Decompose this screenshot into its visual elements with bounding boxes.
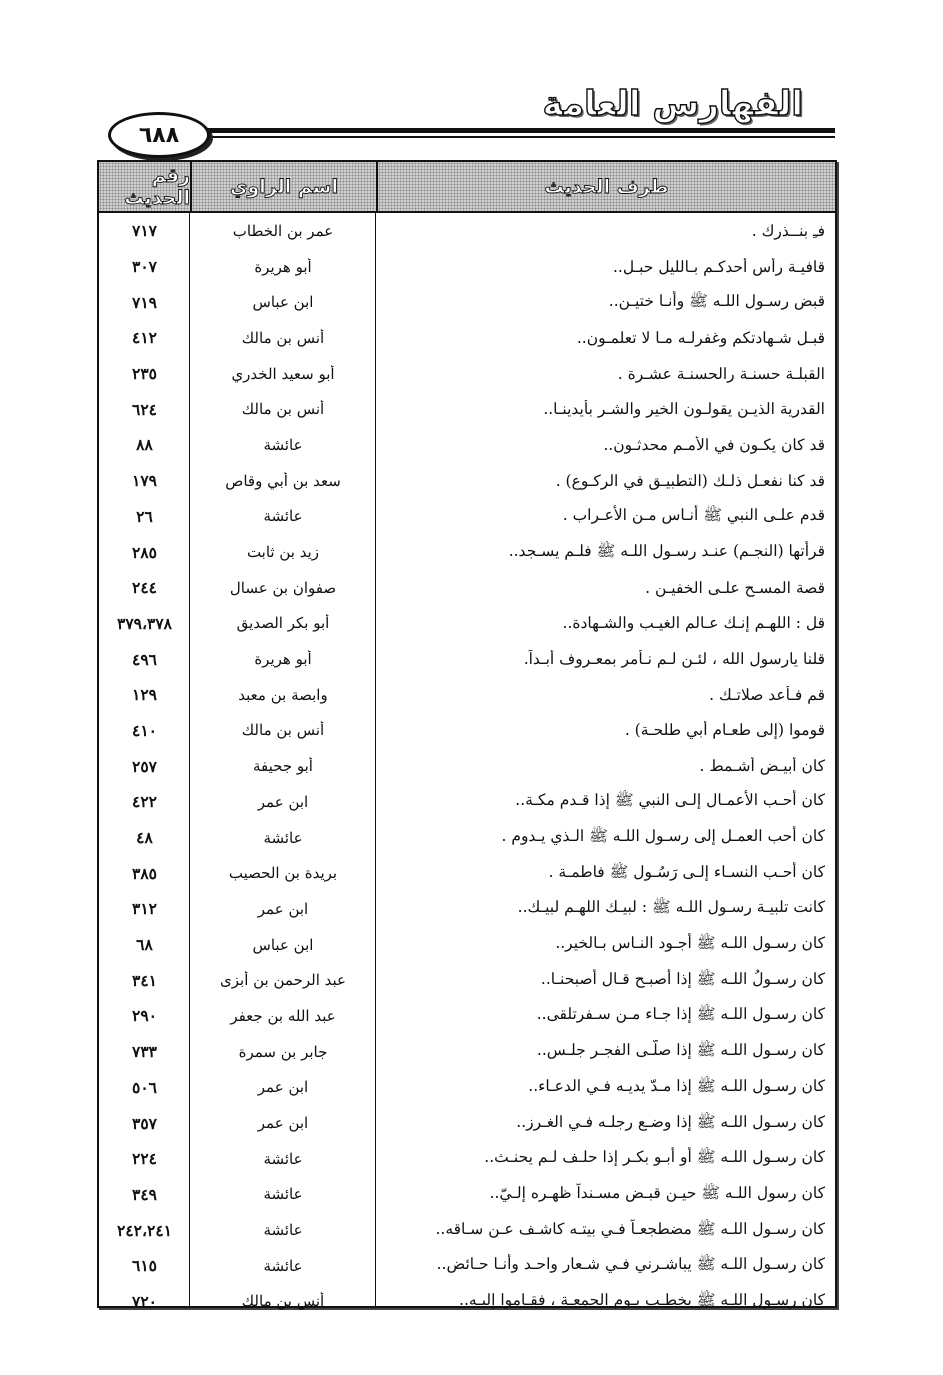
narrator-cell: بريدة بن الحصيب (228, 864, 338, 883)
narrator-cell: عائشة (263, 435, 303, 454)
hadith-number-cell: ٣٧٩،٣٧٨ (117, 613, 172, 633)
table-row (99, 1141, 835, 1177)
hadith-text-cell: كانت تلبيـة رسـول اللـه ﷺ : لبيـك اللهـم لبيـك.. (517, 898, 825, 917)
hadith-text-cell: كان رسـول اللـه ﷺ إذا وضـع رجلـه فـي الغـرز.. (516, 1112, 825, 1131)
table-row (99, 249, 835, 285)
table-row (99, 320, 835, 356)
table-row (99, 1177, 835, 1213)
hadith-text-cell: قرأتها (النجـم) عنـد رسـول اللـه ﷺ فلـم يسـجد.. (508, 541, 825, 560)
hadith-number-cell: ٢٦ (136, 506, 153, 526)
narrator-cell: ابن عمر (257, 1078, 309, 1097)
table-row (99, 1248, 835, 1284)
column-divider (375, 213, 377, 1306)
narrator-cell: أنس بن مالك (241, 721, 325, 740)
hadith-text-cell: كان رسـول اللـه ﷺ يباشـرني فـي شـعار واحـد وأنـا حـائض.. (436, 1255, 825, 1274)
hadith-number-cell: ٤١٠ (132, 720, 157, 740)
hadith-text-cell: كان أحـب الأعمـال إلـى النبي ﷺ إذا قـدم مكـة.. (515, 791, 825, 810)
table-row (99, 570, 835, 606)
table-row (99, 677, 835, 713)
hadith-number-cell: ٦٢٤ (132, 399, 157, 419)
table-row (99, 534, 835, 570)
hadith-text-cell: كان رسـول اللـه ﷺ إذا جـاء مـن سـفرتلقى.. (536, 1005, 825, 1024)
table-row (99, 1070, 835, 1106)
column-divider (189, 213, 191, 1306)
table-row (99, 606, 835, 642)
table-row (99, 784, 835, 820)
narrator-cell: عمر بن الخطاب (232, 221, 334, 240)
narrator-cell: عبد الله بن جعفر (230, 1006, 336, 1025)
hadith-number-cell: ٦٨ (136, 935, 153, 955)
narrator-cell: عائشة (263, 1149, 303, 1168)
table-row (99, 927, 835, 963)
table-body (99, 213, 835, 1311)
column-header-number: رقم الحديث (124, 164, 190, 209)
hadith-index-table (97, 160, 837, 1311)
narrator-cell: أنس بن مالك (241, 328, 325, 347)
hadith-text-cell: فـِ بنــذرك . (751, 221, 825, 240)
hadith-number-cell: ٣١٢ (132, 899, 157, 919)
table-row (99, 998, 835, 1034)
table-row (99, 499, 835, 535)
table-row (99, 284, 835, 320)
table-row (99, 1284, 835, 1320)
hadith-text-cell: كان أحـب النسـاء إلـى رَسُـول ﷺ فاطمـة . (548, 862, 825, 881)
hadith-number-cell: ٧٢٠ (132, 1291, 157, 1311)
page-number: ٦٨٨ (108, 112, 210, 158)
hadith-text-cell: قم فـأعد صلاتـك . (709, 685, 825, 704)
hadith-number-cell: ٤٩٦ (132, 649, 157, 669)
hadith-number-cell: ٢٤٢،٢٤١ (117, 1220, 172, 1240)
hadith-number-cell: ٢٨٥ (132, 542, 157, 562)
narrator-cell: عائشة (263, 507, 303, 526)
narrator-cell: أبو بكر الصديق (236, 614, 330, 633)
table-row (99, 713, 835, 749)
narrator-cell: عائشة (263, 1221, 303, 1240)
hadith-number-cell: ٤٢٢ (132, 792, 157, 812)
hadith-number-cell: ٢٣٥ (132, 364, 157, 384)
narrator-cell: ابن عمر (257, 792, 309, 811)
hadith-number-cell: ٧٣٣ (132, 1042, 157, 1062)
hadith-number-cell: ٣٥٧ (132, 1113, 157, 1133)
hadith-number-cell: ١٧٩ (132, 471, 157, 491)
hadith-number-cell: ٧١٧ (132, 221, 157, 241)
hadith-text-cell: كان رسـول اللـه ﷺ إذا مـدّ يديـه فـي الدعـاء.. (528, 1076, 825, 1095)
table-row (99, 820, 835, 856)
table-header (99, 162, 835, 213)
hadith-number-cell: ٣٨٥ (132, 863, 157, 883)
table-row (99, 891, 835, 927)
hadith-text-cell: قوموا (إلى طعـام أبي طلحـة) . (624, 721, 825, 740)
hadith-number-cell: ٣٤١ (132, 970, 157, 990)
narrator-cell: عائشة (263, 1256, 303, 1275)
header-rule-thin (200, 136, 835, 138)
hadith-text-cell: كان رسـولُ اللـه ﷺ إذا أصبـح قـال أصبحنـا.. (540, 969, 825, 988)
table-row (99, 855, 835, 891)
narrator-cell: صفوان بن عسال (229, 578, 337, 597)
hadith-text-cell: قبـل شـهادتكم وغفرلـه مـا لا تعلمـون.. (576, 328, 825, 347)
narrator-cell: سعد بن أبي وقاص (225, 471, 341, 490)
narrator-cell: أبو هريرة (254, 650, 312, 669)
hadith-number-cell: ٢٢٤ (132, 1149, 157, 1169)
narrator-cell: عائشة (263, 828, 303, 847)
hadith-number-cell: ٢٤٤ (132, 578, 157, 598)
narrator-cell: أنس بن مالك (241, 400, 325, 419)
narrator-cell: عبد الرحمن بن أبزى (220, 971, 346, 990)
table-row (99, 748, 835, 784)
hadith-number-cell: ٣٠٧ (132, 257, 157, 277)
hadith-text-cell: كان رسول اللـه ﷺ حيـن قبـض مسـنداً ظهـره إلـيّ.. (489, 1183, 825, 1202)
narrator-cell: ابن عباس (252, 935, 314, 954)
hadith-number-cell: ١٢٩ (132, 685, 157, 705)
hadith-number-cell: ٣٤٩ (132, 1184, 157, 1204)
hadith-text-cell: كان أحب العمـل إلى رسـول اللـه ﷺ الـذي يـدوم . (501, 827, 825, 846)
hadith-text-cell: كان رسـول اللـه ﷺ يخطـب يـوم الجمعـة ، فقـاموا إليـه.. (459, 1290, 825, 1309)
narrator-cell: أبو جحيفة (253, 757, 313, 776)
narrator-cell: ابن عمر (257, 899, 309, 918)
column-header-hadith: طرف الحديث (376, 162, 835, 211)
hadith-text-cell: كان رسـول اللـه ﷺ إذا صلّـى الفجـر جلـس.. (536, 1041, 825, 1060)
hadith-text-cell: قصة المسـح علـى الخفيـن . (645, 578, 825, 597)
hadith-text-cell: قل : اللهـم إنـك عـالم الغيـب والشـهادة.. (562, 614, 825, 633)
table-row (99, 391, 835, 427)
page-header (0, 70, 943, 150)
table-row (99, 1034, 835, 1070)
narrator-cell: زيد بن ثابت (246, 543, 320, 562)
hadith-text-cell: كان أبيـض أشـمط . (699, 757, 825, 776)
hadith-text-cell: قبض رسـول اللـه ﷺ وأنـا ختيـن.. (608, 291, 825, 310)
hadith-number-cell: ٤١٢ (132, 328, 157, 348)
table-row (99, 427, 835, 463)
hadith-number-cell: ٢٩٠ (132, 1006, 157, 1026)
hadith-text-cell: قدم علـى النبي ﷺ أنـاس مـن الأعـراب . (562, 505, 825, 524)
hadith-number-cell: ٢٥٧ (132, 756, 157, 776)
hadith-text-cell: كان رسـول اللـه ﷺ مضطجعـاً فـي بيتـه كاشـف عـن سـاقه.. (435, 1219, 825, 1238)
hadith-number-cell: ٨٨ (136, 435, 153, 455)
table-row (99, 641, 835, 677)
hadith-text-cell: قد كنا نفعـل ذلـك (التطبيـق في الركـوع) . (555, 471, 825, 490)
table-row (99, 1212, 835, 1248)
hadith-text-cell: القدرية الذيـن يقولـون الخير والشـر بأيدينـا.. (543, 400, 825, 419)
hadith-text-cell: قد كان يكـون في الأمـم محدثـون.. (603, 435, 825, 454)
table-row (99, 463, 835, 499)
hadith-text-cell: قلنا يارسول الله ، لئـن لـم نـأمر بمعـروف أبـداً. (523, 650, 825, 669)
narrator-cell: ابن عمر (257, 1114, 309, 1133)
narrator-cell: أنس بن مالك (241, 1292, 325, 1311)
hadith-number-cell: ٤٨ (136, 828, 153, 848)
table-row (99, 356, 835, 392)
narrator-cell: أبو سعيد الخدري (231, 364, 335, 383)
narrator-cell: ابن عباس (252, 293, 314, 312)
table-row (99, 962, 835, 998)
hadith-number-cell: ٥٠٦ (132, 1077, 157, 1097)
narrator-cell: جابر بن سمرة (238, 1042, 328, 1061)
header-rule-thick (200, 128, 835, 133)
hadith-text-cell: كان رسـول اللـه ﷺ أجـود النـاس بـالخير.. (555, 934, 825, 953)
hadith-text-cell: كان رسـول اللـه ﷺ أو أبـو بكـر إذا حلـف لـم يحنـث.. (484, 1148, 825, 1167)
column-header-narrator: اسم الراوي (190, 162, 376, 211)
hadith-number-cell: ٦١٥ (132, 1256, 157, 1276)
hadith-number-cell: ٧١٩ (132, 292, 157, 312)
narrator-cell: أبو هريرة (254, 257, 312, 276)
hadith-text-cell: قافيـة رأس أحدكـم بـالليل حبـل.. (613, 257, 825, 276)
hadith-text-cell: القبلـة حسنـة رالحسنـة عشـرة . (617, 364, 825, 383)
table-row (99, 1105, 835, 1141)
narrator-cell: عائشة (263, 1185, 303, 1204)
narrator-cell: وابصة بن معبد (238, 685, 328, 704)
page-title: الفهارس العامة (542, 84, 803, 124)
table-row (99, 213, 835, 249)
